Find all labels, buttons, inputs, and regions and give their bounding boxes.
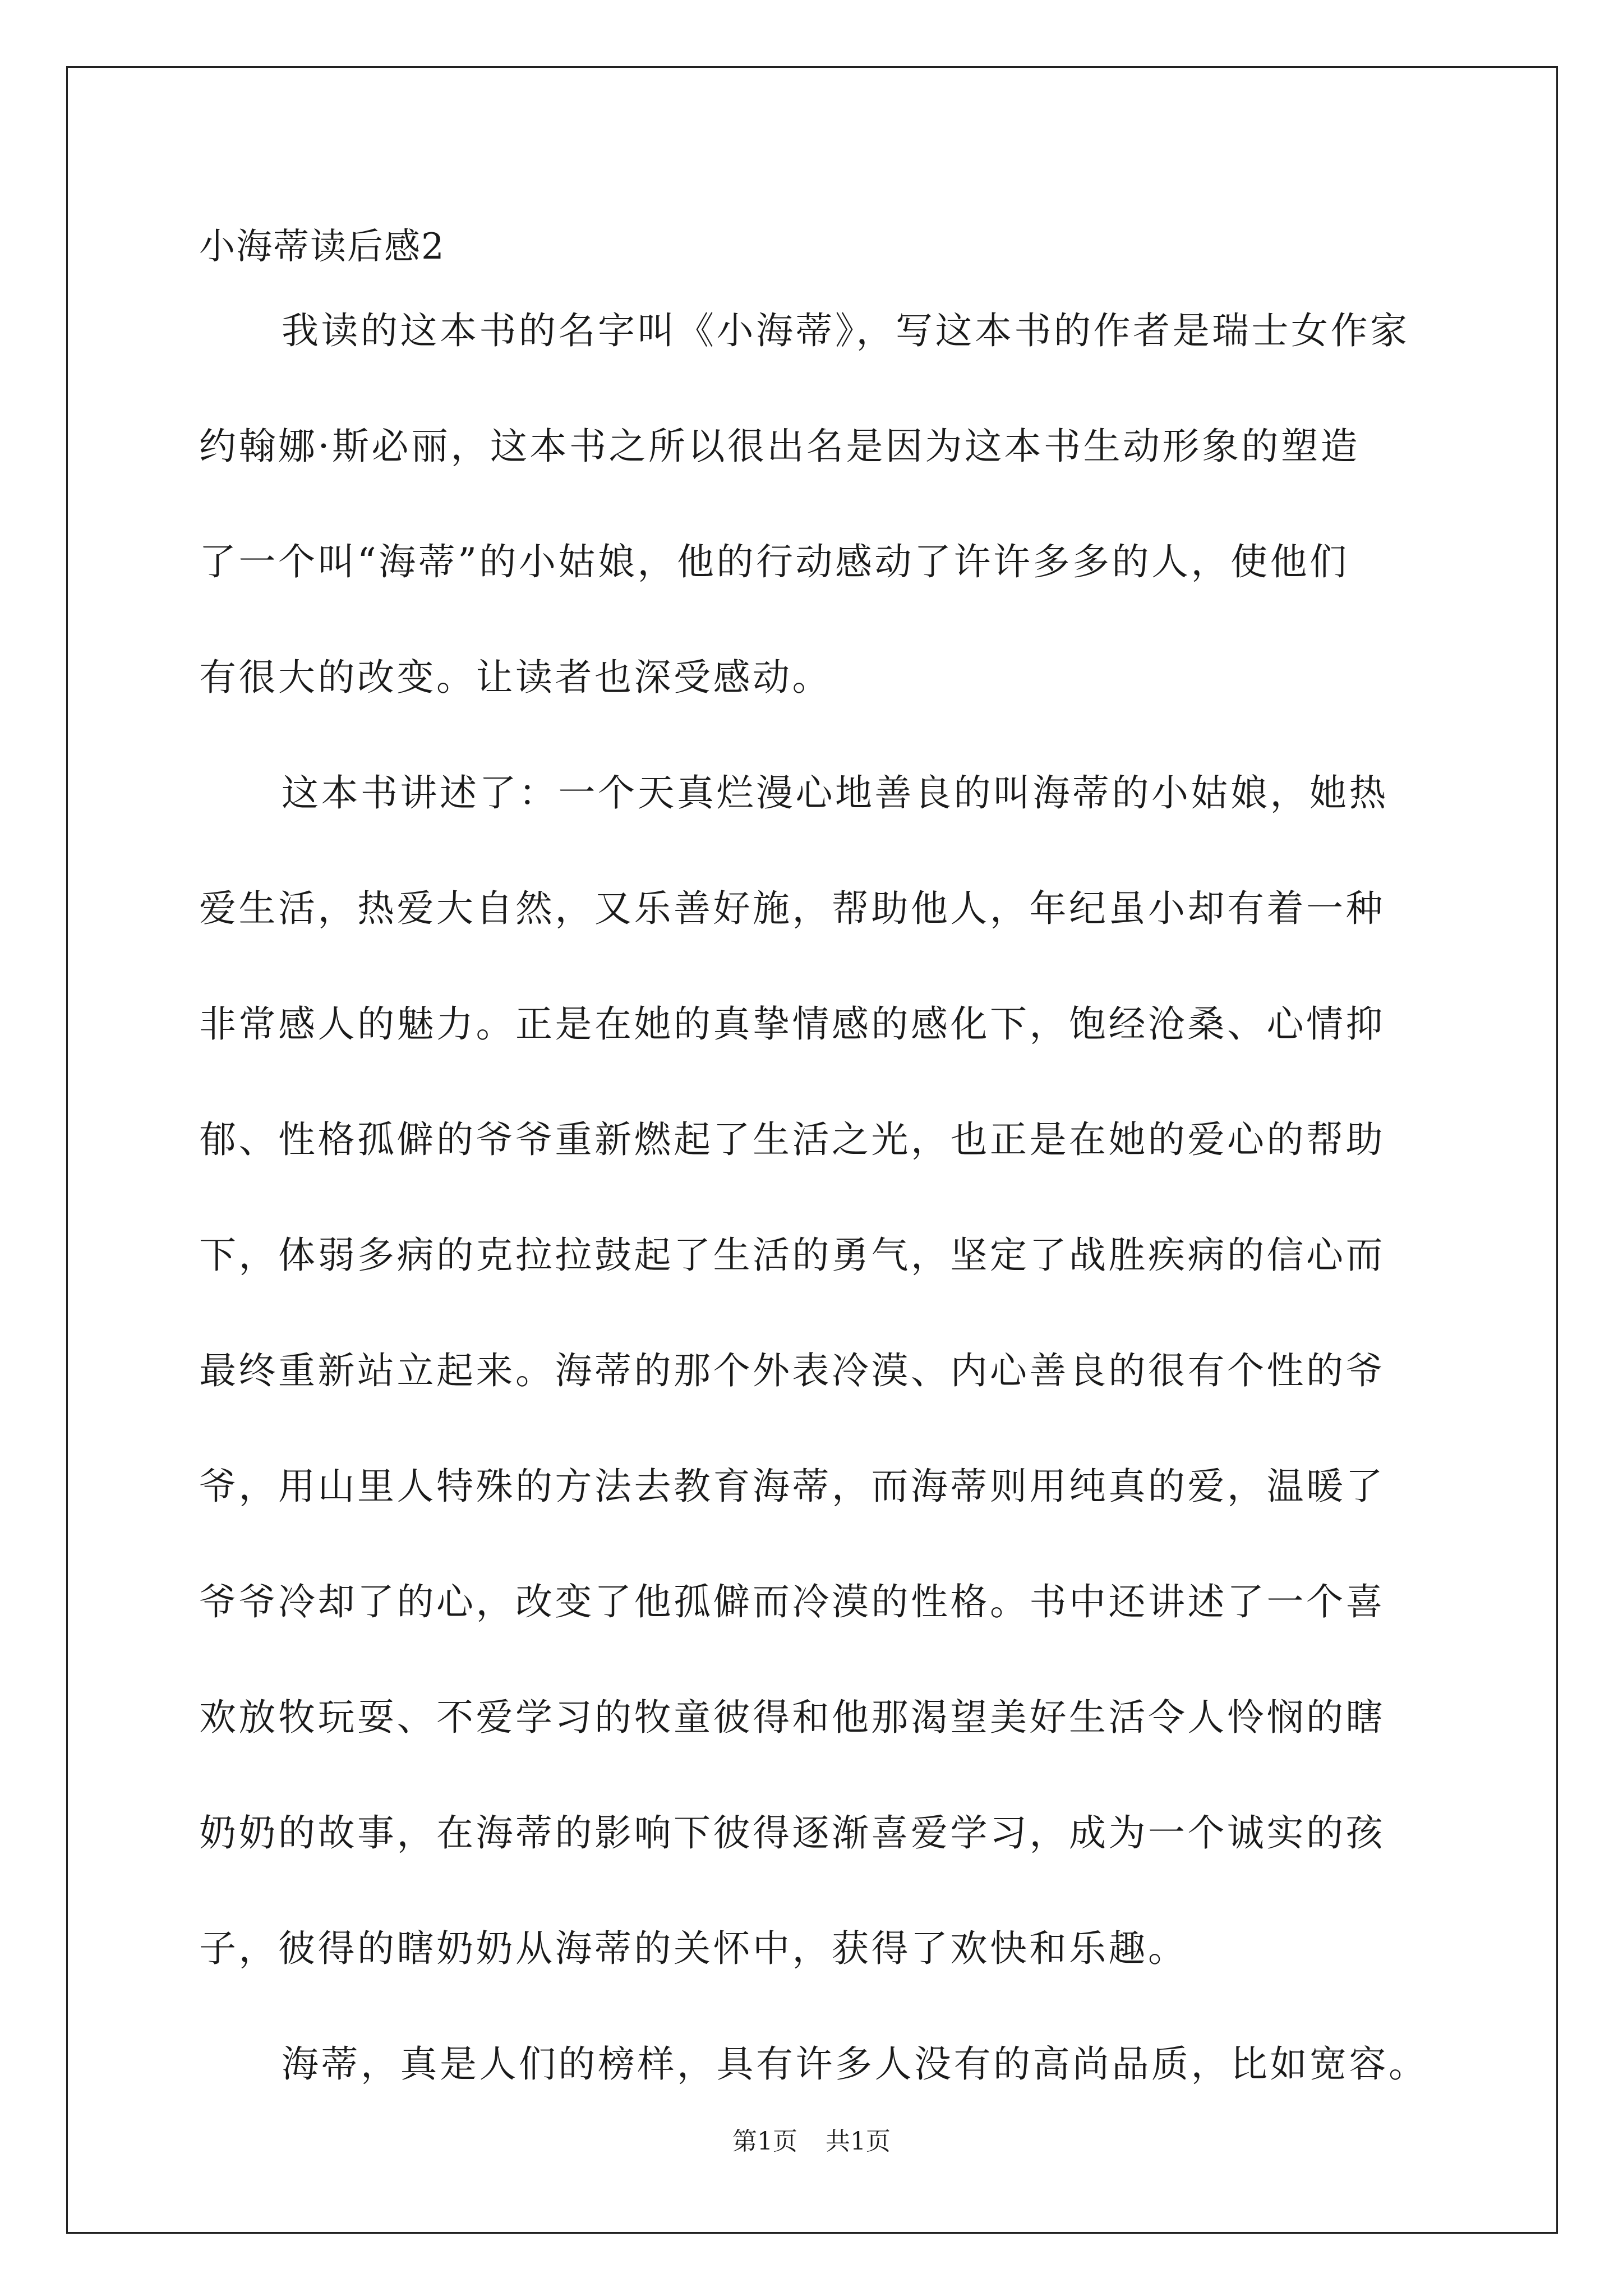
page-footer [0,2126,1623,2157]
paragraph-line: 了一个叫“海蒂”的小姑娘，他的行动感动了许许多多的人，使他们 [199,540,1349,583]
paragraph-line: 有很大的改变。让读者也深受感动。 [199,656,832,699]
paragraph-line: 奶奶的故事，在海蒂的影响下彼得逐渐喜爱学习，成为一个诚实的孩 [199,1811,1385,1855]
paragraph-line: 海蒂，真是人们的榜样，具有许多人没有的高尚品质，比如宽容。 [282,2042,1428,2086]
paragraph-line: 爱生活，热爱大自然，又乐善好施，帮助他人，年纪虽小却有着一种 [199,887,1385,930]
paragraph-line: 子，彼得的瞎奶奶从海蒂的关怀中，获得了欢快和乐趣。 [199,1927,1188,1970]
paragraph-line: 下，体弱多病的克拉拉鼓起了生活的勇气，坚定了战胜疾病的信心而 [199,1234,1385,1277]
paragraph-line: 郁、性格孤僻的爷爷重新燃起了生活之光，也正是在她的爱心的帮助 [199,1118,1385,1161]
paragraph-line: 我读的这本书的名字叫《小海蒂》，写这本书的作者是瑞士女作家 [282,309,1410,352]
paragraph-line: 非常感人的魅力。正是在她的真挚情感的感化下，饱经沧桑、心情抑 [199,1002,1385,1046]
paragraph-line: 这本书讲述了：一个天真烂漫心地善良的叫海蒂的小姑娘，她热 [282,771,1389,815]
page-total: 共1页 [826,2127,891,2156]
paragraph-line: 最终重新站立起来。海蒂的那个外表冷漠、内心善良的很有个性的爷 [199,1349,1385,1392]
paragraph-line: 约翰娜·斯必丽，这本书之所以很出名是因为这本书生动形象的塑造 [199,425,1360,468]
paragraph-line: 爷，用山里人特殊的方法去教育海蒂，而海蒂则用纯真的爱，温暖了 [199,1465,1385,1508]
document-title: 小海蒂读后感2 [199,226,445,268]
paragraph-line: 爷爷冷却了的心，改变了他孤僻而冷漠的性格。书中还讲述了一个喜 [199,1580,1385,1623]
page-number: 第1页 [732,2127,797,2156]
paragraph-line: 欢放牧玩耍、不爱学习的牧童彼得和他那渴望美好生活令人怜悯的瞎 [199,1696,1385,1739]
